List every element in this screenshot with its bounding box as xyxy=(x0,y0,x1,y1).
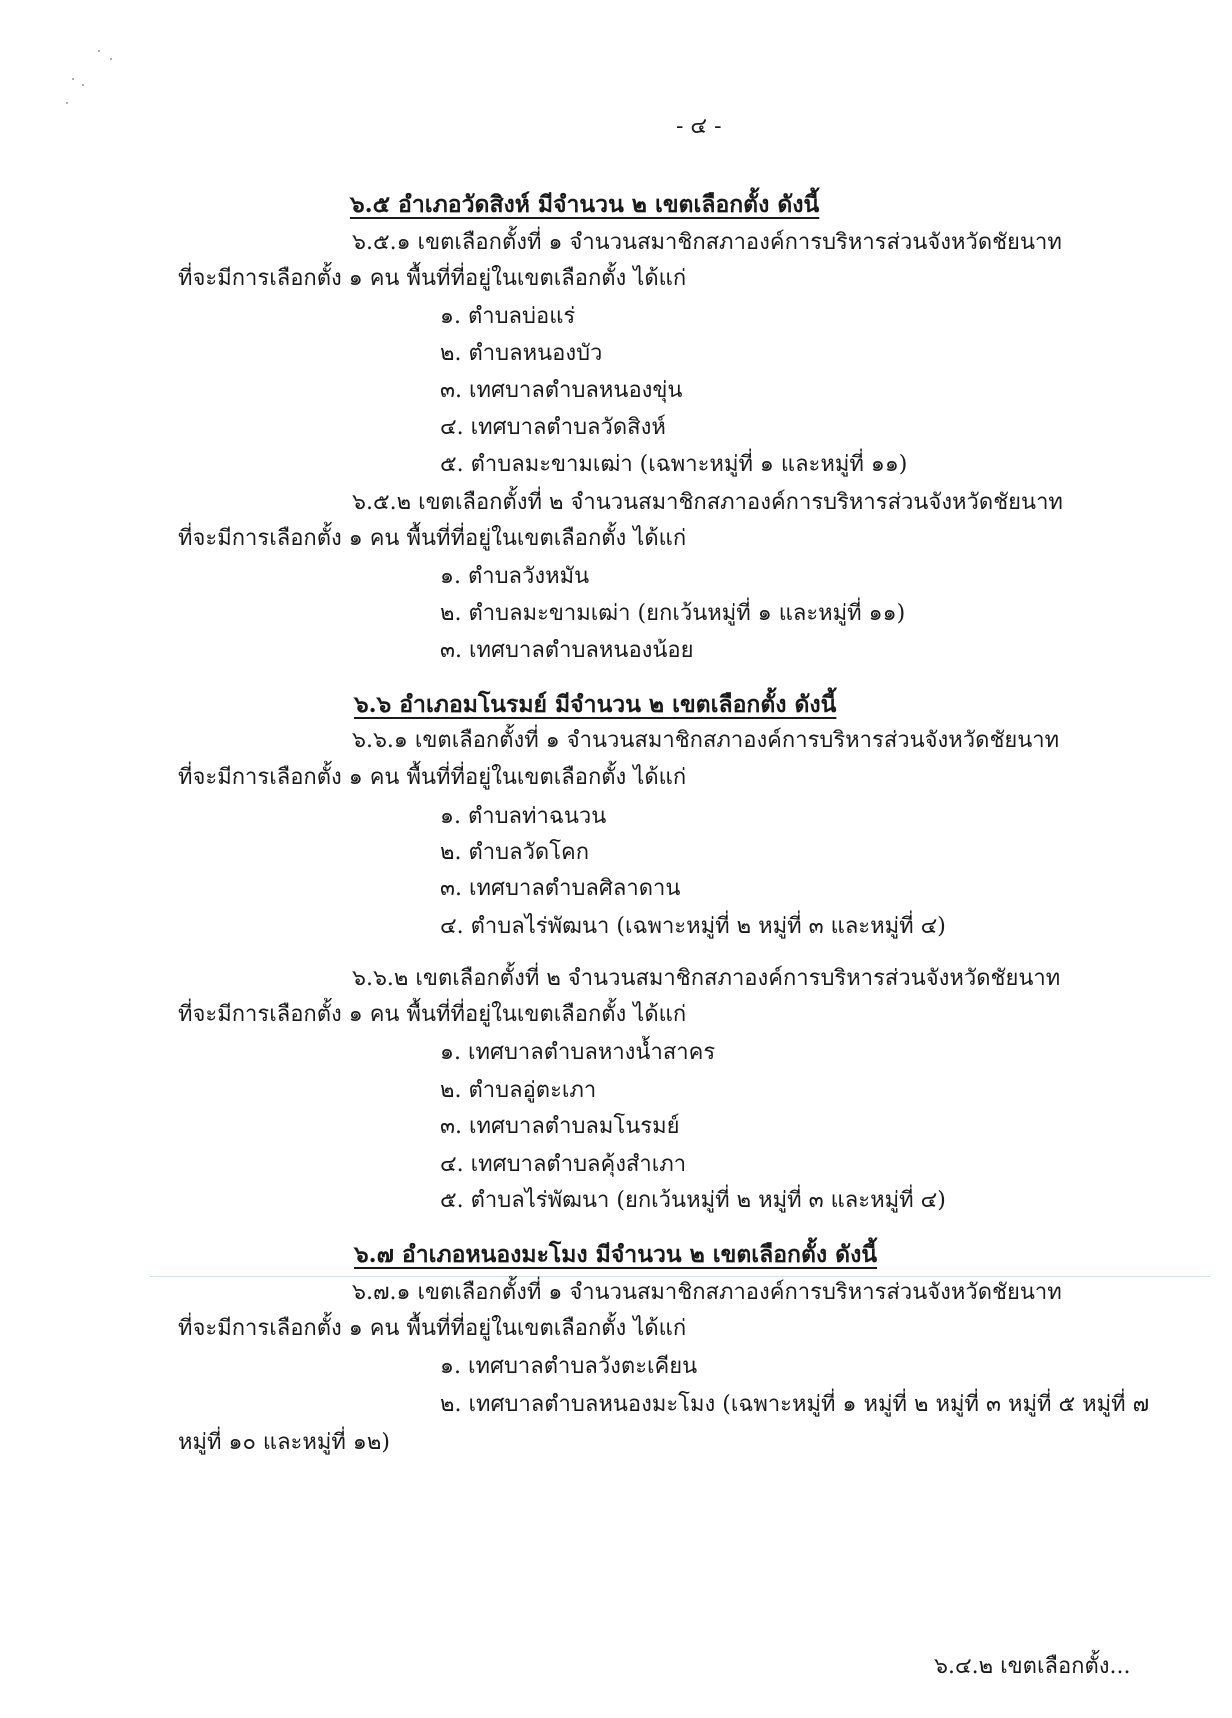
list-item: ๕. ตำบลมะขามเฒ่า (เฉพาะหมู่ที่ ๑ และหมู่ที่ ๑๑) xyxy=(440,452,908,477)
list-item: ๑. เทศบาลตำบลวังตะเคียน xyxy=(440,1354,698,1379)
page-number: - ๔ - xyxy=(676,114,722,139)
zone-6-6-1-line2: ที่จะมีการเลือกตั้ง ๑ คน พื้นที่ที่อยู่ในเขตเลือกตั้ง ได้แก่ xyxy=(178,765,687,790)
list-item: ๓. เทศบาลตำบลมโนรมย์ xyxy=(440,1114,680,1139)
zone-6-6-2-line1: ๖.๖.๒ เขตเลือกตั้งที่ ๒ จำนวนสมาชิกสภาองค์การบริหารส่วนจังหวัดชัยนาท xyxy=(352,966,1061,991)
list-item: ๒. ตำบลหนองบัว xyxy=(440,341,603,366)
list-item: ๑. เทศบาลตำบลหางน้ำสาคร xyxy=(440,1040,716,1065)
zone-6-6-1-line1: ๖.๖.๑ เขตเลือกตั้งที่ ๑ จำนวนสมาชิกสภาองค์การบริหารส่วนจังหวัดชัยนาท xyxy=(352,728,1060,753)
list-item: ๑. ตำบลบ่อแร่ xyxy=(440,304,576,329)
scan-artifact-line xyxy=(150,1276,1210,1277)
zone-6-7-1-line1: ๖.๗.๑ เขตเลือกตั้งที่ ๑ จำนวนสมาชิกสภาองค์การบริหารส่วนจังหวัดชัยนาท xyxy=(352,1280,1062,1305)
scan-specks xyxy=(60,40,130,120)
list-item: ๔. เทศบาลตำบลวัดสิงห์ xyxy=(440,415,666,440)
list-item: ๔. ตำบลไร่พัฒนา (เฉพาะหมู่ที่ ๒ หมู่ที่ ๓ และหมู่ที่ ๔) xyxy=(440,914,946,939)
list-item: ๔. เทศบาลตำบลคุ้งสำเภา xyxy=(440,1152,687,1177)
list-item: ๓. เทศบาลตำบลศิลาดาน xyxy=(440,876,681,901)
list-item: ๑. ตำบลวังหมัน xyxy=(440,564,590,589)
zone-6-5-1-line2: ที่จะมีการเลือกตั้ง ๑ คน พื้นที่ที่อยู่ในเขตเลือกตั้ง ได้แก่ xyxy=(178,266,687,291)
section-heading-6-7: ๖.๗ อำเภอหนองมะโมง มีจำนวน ๒ เขตเลือกตั้ง ดังนี้ xyxy=(354,1241,878,1268)
list-item: ๒. ตำบลวัดโคก xyxy=(440,840,590,865)
list-item: ๒. ตำบลอู่ตะเภา xyxy=(440,1078,597,1103)
section-heading-6-6: ๖.๖ อำเภอมโนรมย์ มีจำนวน ๒ เขตเลือกตั้ง ดังนี้ xyxy=(354,691,837,718)
list-item: ๑. ตำบลท่าฉนวน xyxy=(440,804,607,829)
zone-6-5-1-line1: ๖.๕.๑ เขตเลือกตั้งที่ ๑ จำนวนสมาชิกสภาองค์การบริหารส่วนจังหวัดชัยนาท xyxy=(352,230,1062,255)
list-item: ๕. ตำบลไร่พัฒนา (ยกเว้นหมู่ที่ ๒ หมู่ที่ ๓ และหมู่ที่ ๔) xyxy=(440,1188,946,1213)
list-item-continuation: หมู่ที่ ๑๐ และหมู่ที่ ๑๒) xyxy=(178,1430,390,1455)
list-item: ๒. ตำบลมะขามเฒ่า (ยกเว้นหมู่ที่ ๑ และหมู่ที่ ๑๑) xyxy=(440,601,906,626)
zone-6-5-2-line1: ๖.๕.๒ เขตเลือกตั้งที่ ๒ จำนวนสมาชิกสภาองค์การบริหารส่วนจังหวัดชัยนาท xyxy=(352,490,1063,515)
list-item: ๓. เทศบาลตำบลหนองน้อย xyxy=(440,638,694,663)
zone-6-7-1-line2: ที่จะมีการเลือกตั้ง ๑ คน พื้นที่ที่อยู่ในเขตเลือกตั้ง ได้แก่ xyxy=(178,1316,687,1341)
section-heading-6-5: ๖.๕ อำเภอวัดสิงห์ มีจำนวน ๒ เขตเลือกตั้ง ดังนี้ xyxy=(350,191,820,218)
zone-6-6-2-line2: ที่จะมีการเลือกตั้ง ๑ คน พื้นที่ที่อยู่ในเขตเลือกตั้ง ได้แก่ xyxy=(178,1002,687,1027)
footer-continuation: ๖.๔.๒ เขตเลือกตั้ง... xyxy=(934,1654,1131,1679)
list-item: ๓. เทศบาลตำบลหนองขุ่น xyxy=(440,378,683,403)
zone-6-5-2-line2: ที่จะมีการเลือกตั้ง ๑ คน พื้นที่ที่อยู่ในเขตเลือกตั้ง ได้แก่ xyxy=(178,526,687,551)
list-item: ๒. เทศบาลตำบลหนองมะโมง (เฉพาะหมู่ที่ ๑ หมู่ที่ ๒ หมู่ที่ ๓ หมู่ที่ ๕ หมู่ที่ ๗ xyxy=(440,1392,1150,1417)
